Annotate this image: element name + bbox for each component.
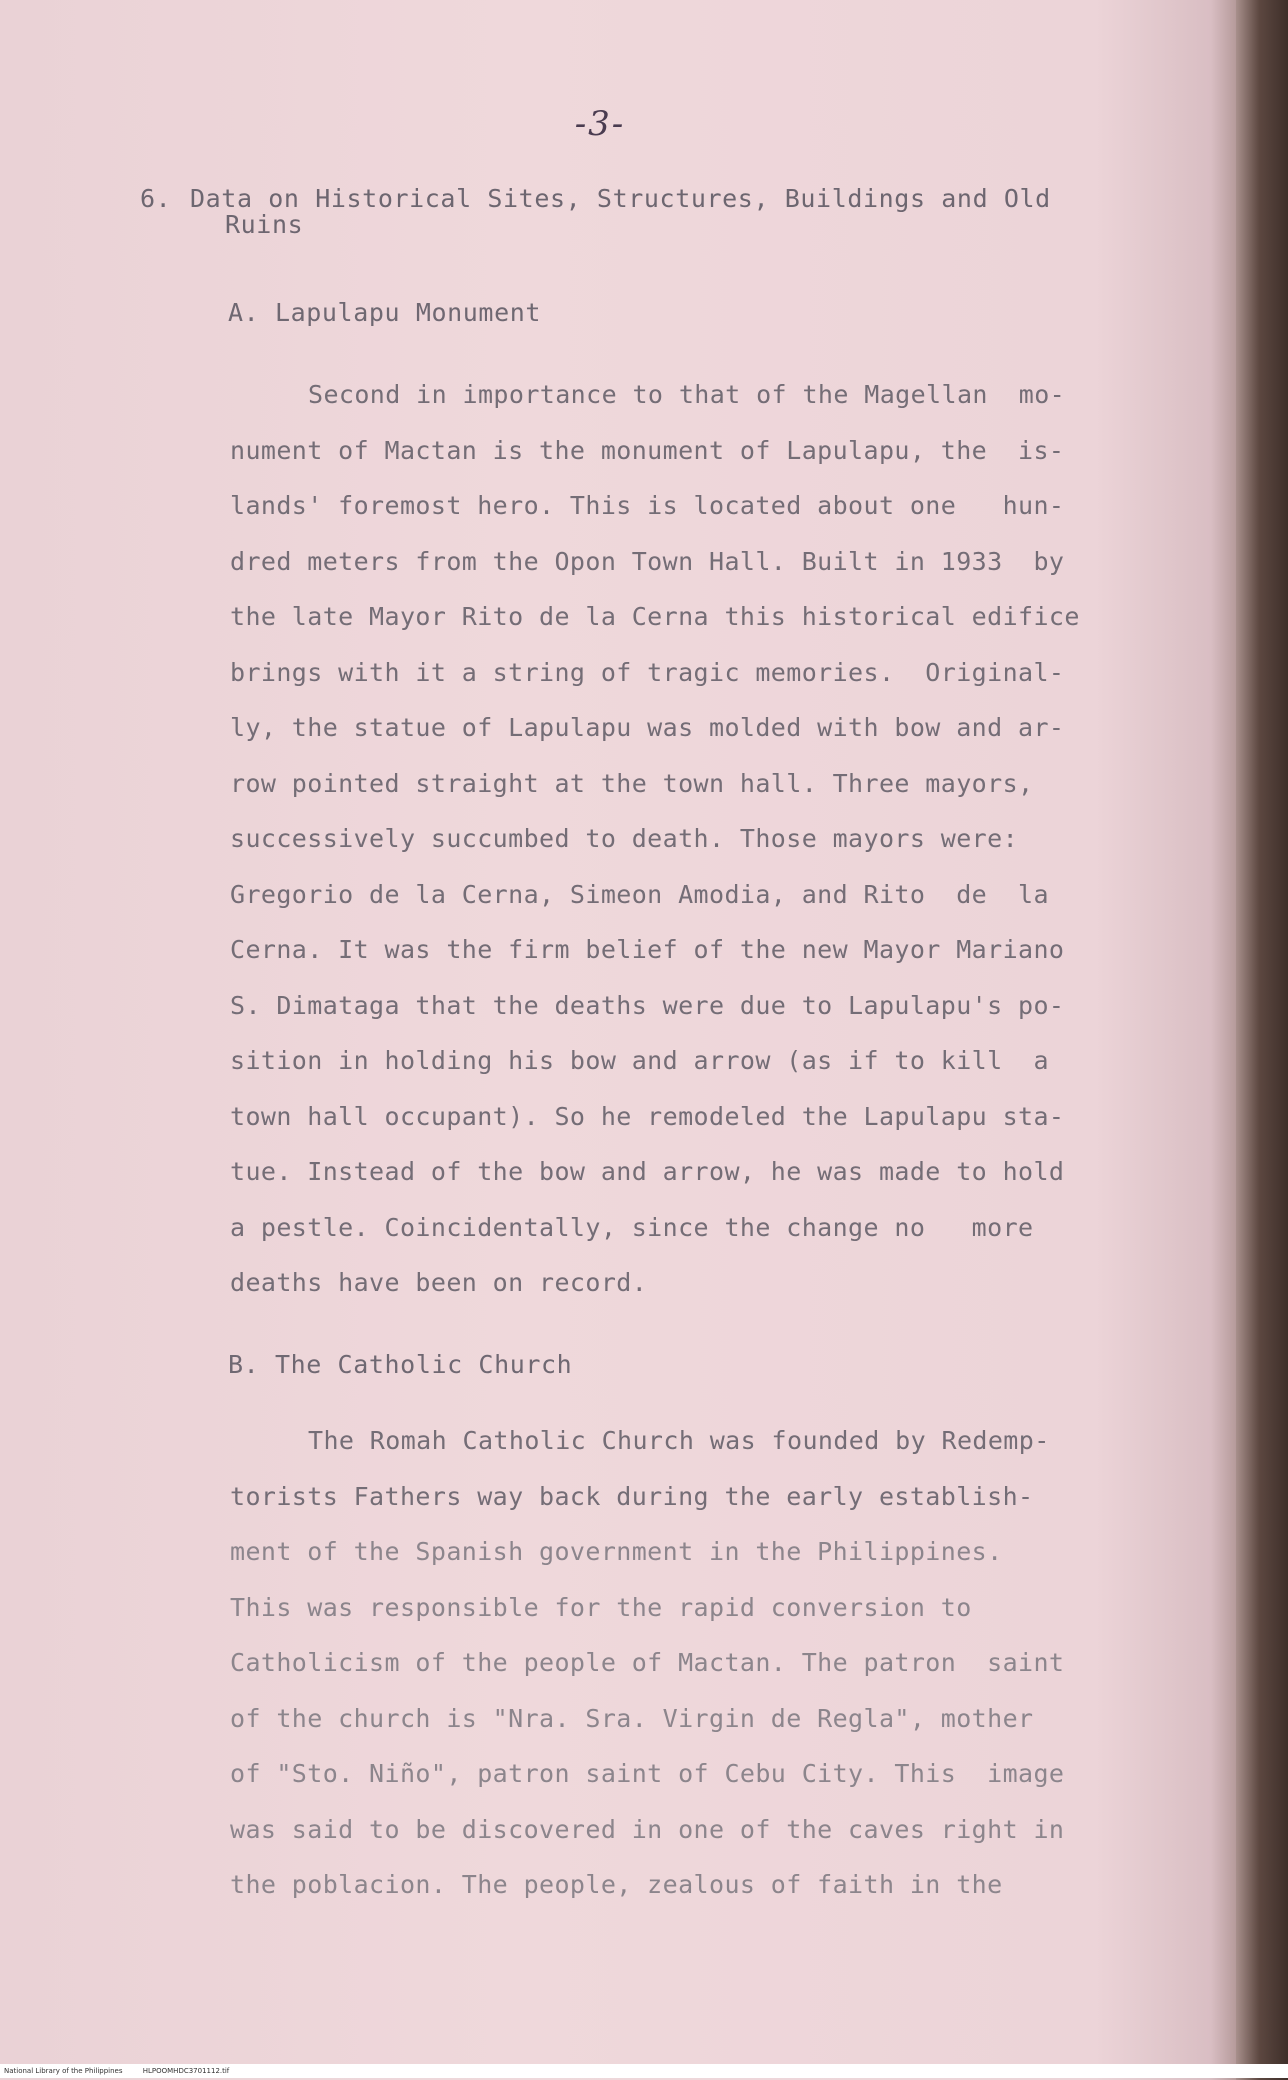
paragraph-line: of the church is "Nra. Sra. Virgin de Regla", mother: [230, 1703, 1034, 1733]
paragraph-line: S. Dimataga that the deaths were due to Lapulapu's po-: [230, 990, 1065, 1020]
paragraph-line: nument of Mactan is the monument of Lapulapu, the is-: [230, 435, 1065, 465]
section-title-line2: Ruins: [225, 210, 304, 239]
paragraph-line: The Romah Catholic Church was founded by Redemp-: [308, 1426, 1050, 1455]
paragraph-line: successively succumbed to death. Those mayors were:: [230, 824, 1019, 853]
page-number: -3-: [574, 104, 626, 144]
paragraph-line: deaths have been on record.: [230, 1268, 648, 1297]
paragraph-line: ment of the Spanish government in the Philippines.: [230, 1537, 1003, 1566]
paragraph-line: This was responsible for the rapid conversion to: [230, 1592, 972, 1622]
paragraph-line: was said to be discovered in one of the caves right in: [230, 1814, 1065, 1844]
paragraph-line: a pestle. Coincidentally, since the change no more: [230, 1212, 1034, 1242]
file-name: HLPOOMHDC3701112.tif: [142, 2067, 230, 2075]
paragraph-line: town hall occupant). So he remodeled the Lapulapu sta-: [230, 1101, 1065, 1131]
paragraph-line: Second in importance to that of the Magellan mo-: [308, 380, 1066, 409]
subsection-b-paragraph: [230, 1413, 1120, 1913]
subsection-a-paragraph: [230, 367, 1120, 1311]
paragraph-line: ly, the statue of Lapulapu was molded with bow and ar-: [230, 713, 1065, 742]
paragraph-line: Gregorio de la Cerna, Simeon Amodia, and Rito de la: [230, 879, 1049, 909]
paragraph-line: torists Fathers way back during the early establish-: [230, 1481, 1034, 1511]
paragraph-line: Catholicism of the people of Mactan. The patron saint: [230, 1648, 1065, 1677]
paragraph-line: Cerna. It was the firm belief of the new Mayor Mariano: [230, 935, 1065, 964]
section-title-line1: Data on Historical Sites, Structures, Buildings and Old: [190, 184, 1051, 213]
paragraph-line: the late Mayor Rito de la Cerna this historical edifice: [230, 602, 1080, 631]
subsection-b-heading: B. The Catholic Church: [228, 1350, 573, 1379]
section-heading: [140, 186, 1130, 238]
library-credit: National Library of the Philippines: [4, 2067, 123, 2075]
paragraph-line: sition in holding his bow and arrow (as if to kill a: [230, 1046, 1049, 1075]
paragraph-line: tue. Instead of the bow and arrow, he was made to hold: [230, 1157, 1065, 1186]
subsection-a-heading: A. Lapulapu Monument: [228, 298, 542, 327]
scan-footer: [0, 2064, 1288, 2078]
paragraph-line: dred meters from the Opon Town Hall. Built in 1933 by: [230, 546, 1065, 576]
paragraph-line: lands' foremost hero. This is located about one hun-: [230, 491, 1065, 520]
paragraph-line: row pointed straight at the town hall. Three mayors,: [230, 768, 1034, 798]
paragraph-line: brings with it a string of tragic memories. Original-: [230, 657, 1065, 687]
paragraph-line: the poblacion. The people, zealous of faith in the: [230, 1870, 1003, 1899]
paragraph-line: of "Sto. Niño", patron saint of Cebu City. This image: [230, 1759, 1065, 1788]
section-number: 6.: [140, 184, 172, 213]
binding-edge: [1236, 0, 1288, 2080]
